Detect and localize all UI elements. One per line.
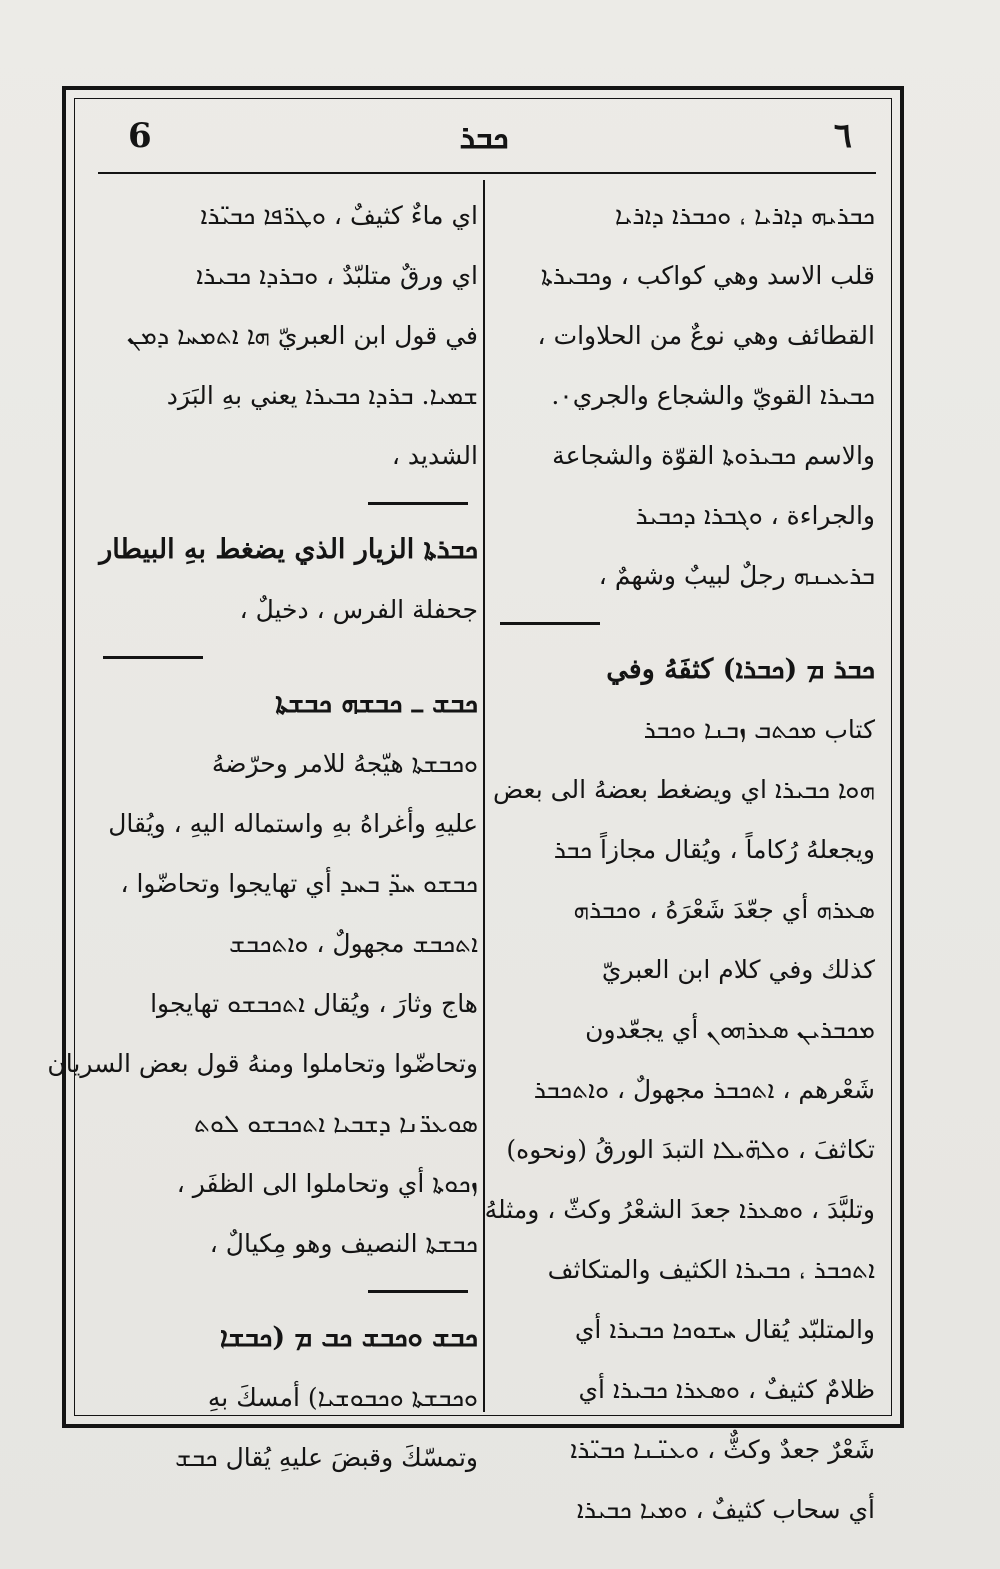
text-line: قلب الاسد وهي كواكب ، وܟܒܝܪܬܐ [540, 261, 875, 290]
entry-headline: ܟܒܪ ܡ (ܟܒܪܐ) كثفَهُ وفي [606, 654, 875, 685]
right-column [484, 186, 875, 1524]
text-line: في قول ابن العبريّ ܗܐ ܐܬܡܚܐ ܕܡܢ [127, 321, 478, 350]
text-line: اي ماءٌ كثيفٌ ، ܘܛܪ̈ܦܐ ܟܒܝ̈ܪܐ [200, 201, 478, 230]
text-line: ܘܟܒܫܬܐ ܘܟܒܘܫܝܐ) أمسكَ بهِ [207, 1383, 478, 1412]
text-line: جحفلة الفرس ، دخيلٌ ، [239, 595, 478, 624]
running-title: ܟܒܪ [459, 118, 509, 156]
entry-headline: ܟܒܫ ـ ܟܒܫܗ ܟܒܫܬܐ [275, 688, 478, 719]
entry-separator [93, 486, 478, 520]
text-line: هاج وثارَ ، ويُقال ܐܬܟܒܫܘ تهايجوا [150, 989, 478, 1018]
text-line: وتحاضّوا وتحاملوا ومنهُ قول بعض السريان [47, 1049, 478, 1078]
text-line: ܣܥܪܗ أي جعّدَ شَعْرَهُ ، ܘܟܒܪܗ [573, 895, 875, 924]
page-number-latin: 6 [128, 116, 152, 156]
text-line: ܟܒܝܪܐ القويّ والشجاع والجري٠. [551, 381, 875, 410]
text-line: عليهِ وأغراهُ بهِ واستماله اليهِ ، ويُقال [108, 809, 478, 838]
text-line: شَعْرهم ، ܐܬܟܒܪ مجهولٌ ، ܘܐܬܟܒܪ [533, 1075, 875, 1104]
text-line: كذلك وفي كلام ابن العبريّ [601, 955, 875, 984]
text-line: ܡܟܒܪܝܢ ܣܥܪܗܘܢ أي يجعّدون [585, 1015, 875, 1044]
text-line: ܟܒܪܝܗ ܕܐܪܝܐ ، ܘܟܒܪܐ ܕܐܪܝܐ [614, 201, 875, 230]
text-line: ܟܒܫܬܐ النصيف وهو مِكيالٌ ، [209, 1229, 478, 1258]
text-line: وتلبَّدَ ، ܘܣܥܪܐ جعدَ الشعْرُ وكثّ ، ومثلهُ [484, 1195, 875, 1224]
text-line: شَعْرٌ جعدٌ وكثٌّ ، ܘܥܢ̈ܢܐ ܟܒܝ̈ܪܐ [570, 1435, 875, 1464]
text-line: ܘܟܒܫܬܐ هيّجهُ للامر وحرّضهُ [211, 749, 478, 778]
page-header [96, 112, 872, 164]
text-line: أي سحاب كثيفٌ ، ܘܡܝܐ ܟܒܝܪܐ [576, 1495, 875, 1524]
text-line: ܐܬܟܒܫ مجهولٌ ، ܘܐܬܟܒܫ [229, 929, 478, 958]
entry-separator [93, 640, 478, 674]
text-line: ܫܡܝܐ. ܒܪܕܐ ܟܒܝܪܐ يعني بهِ البَرَد [166, 381, 478, 410]
page-number-arabic: ٦ [833, 116, 852, 156]
header-rule [98, 172, 876, 174]
text-line: ويجعلهُ رُكاماً ، ويُقال مجازاً ܟܒܪ [553, 835, 875, 864]
entry-headline: ܟܒܫ ܘܟܒܫ ܟܒ ܡ (ܟܒܫܐ [219, 1322, 478, 1353]
text-line: اي ورقٌ متلبّدٌ ، ܘܒܪܕܐ ܟܒܝܪܐ [196, 261, 478, 290]
text-line: ܟܒܫܘ ܚܕ̈ ܒܚܕ أي تهايجوا وتحاضّوا ، [120, 869, 478, 898]
entry-separator [490, 606, 875, 640]
text-line: الشديد ، [391, 441, 478, 470]
text-line: وتمسّكَ وقبضَ عليهِ يُقال ܟܒܫ [175, 1443, 478, 1472]
left-column [47, 186, 478, 1472]
text-line: والاسم ܟܒܝܪܘܬܐ القوّة والشجاعة [552, 441, 875, 470]
entry-separator [93, 1274, 478, 1308]
text-line: ܒܪܥܝܢܗ رجلٌ لبيبٌ وشهمٌ ، [598, 561, 875, 590]
text-line: ظلامٌ كثيفٌ ، ܘܣܥܪܐ ܟܒܝܪܐ أي [578, 1375, 875, 1404]
text-line: ܗܘܐ ܟܒܝܪܐ اي ويضغط بعضهُ الى بعض [493, 775, 875, 804]
text-line: والجراءة ، ܘܓܒܪܐ ܕܟܒܝܪ [635, 501, 875, 530]
entry-headline: ܟܒܪܬܐ الزيار الذي يضغط بهِ البيطار [99, 534, 478, 565]
text-line: القطائف وهي نوعٌ من الحلاوات ، [537, 321, 875, 350]
text-line: كتاب ܡܟܬܒ ܙܒܢܐ ܘܟܒܪ [643, 715, 875, 744]
text-line: ܣܘܥܪ̈ܢܐ ܕܫܒܝܐ ܐܬܟܒܫܘ ܠܘܬ [194, 1109, 478, 1138]
text-line: ܙܟܘܬܐ أي وتحاملوا الى الظفَر ، [176, 1169, 478, 1198]
text-line: ܐܬܟܒܪ ، ܟܒܝܪܐ الكثيف والمتكاثف [547, 1255, 875, 1284]
text-line: والمتلبّد يُقال ܚܫܘܟܐ ܟܒܝܪܐ أي [574, 1315, 875, 1344]
text-line: تكاثفَ ، ܘܠܗ̈ܝܠܐ التبدَ الورقُ (ونحوه) [506, 1135, 875, 1164]
